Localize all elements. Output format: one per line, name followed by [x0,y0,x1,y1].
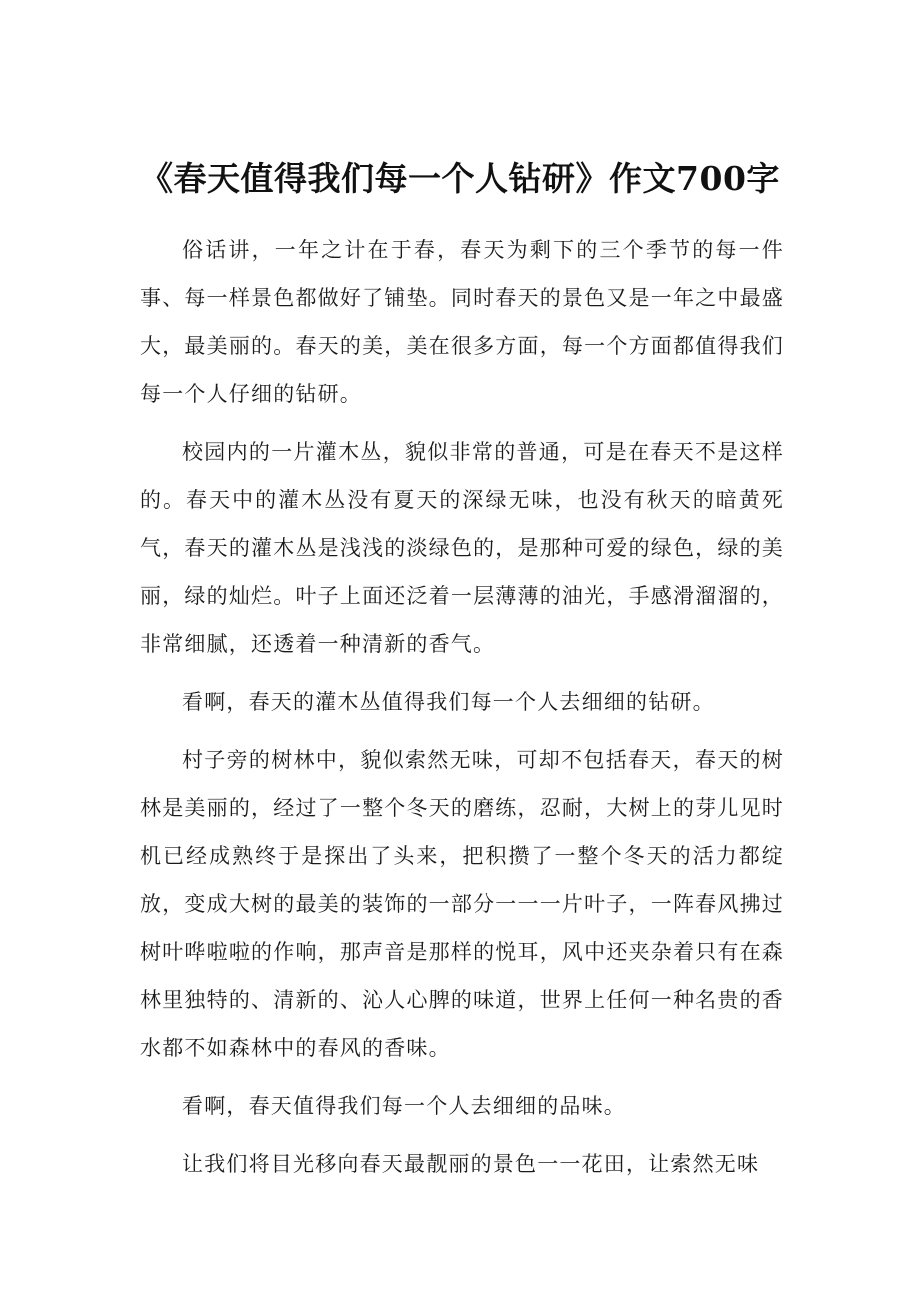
paragraph: 看啊，春天的灌木丛值得我们每一个人去细细的钻研。 [182,690,715,714]
paragraph: 村子旁的树林中，貌似索然无味，可却不包括春天，春天的树林是美丽的，经过了一整个冬天的磨练，忍耐，大树上的芽儿见时机已经成熟终于是探出了头来，把积攒了一整个冬天的活力都绽放，变成大树的最美的装饰的一部分一一一片叶子，一阵春风拂过树叶哗啦啦的作响，那声音是那样的悦耳，风中还夹杂着只有在森林里独特的、清新的、沁人心脾的味道，世界上任何一种名贵的香水都不如森林中的春风的香味。 [140,748,784,1060]
document-body [140,226,784,1198]
paragraph: 校园内的一片灌木丛，貌似非常的普通，可是在春天不是这样的。春天中的灌木丛没有夏天的深绿无味，也没有秋天的暗黄死气，春天的灌木丛是浅浅的淡绿色的，是那种可爱的绿色，绿的美丽，绿的灿烂。叶子上面还泛着一层薄薄的油光，手感滑溜溜的，非常细腻，还透着一种清新的香气。 [140,440,784,656]
paragraph: 看啊，春天值得我们每一个人去细细的品味。 [182,1094,626,1118]
paragraph: 俗话讲，一年之计在于春，春天为剩下的三个季节的每一件事、每一样景色都做好了铺垫。同时春天的景色又是一年之中最盛大，最美丽的。春天的美，美在很多方面，每一个方面都值得我们每一个人仔细的钻研。 [140,238,784,406]
document-title: 《春天值得我们每一个人钻研》作文700字 [140,159,780,199]
paragraph: 让我们将目光移向春天最靓丽的景色一一花田，让索然无味 [182,1152,760,1176]
